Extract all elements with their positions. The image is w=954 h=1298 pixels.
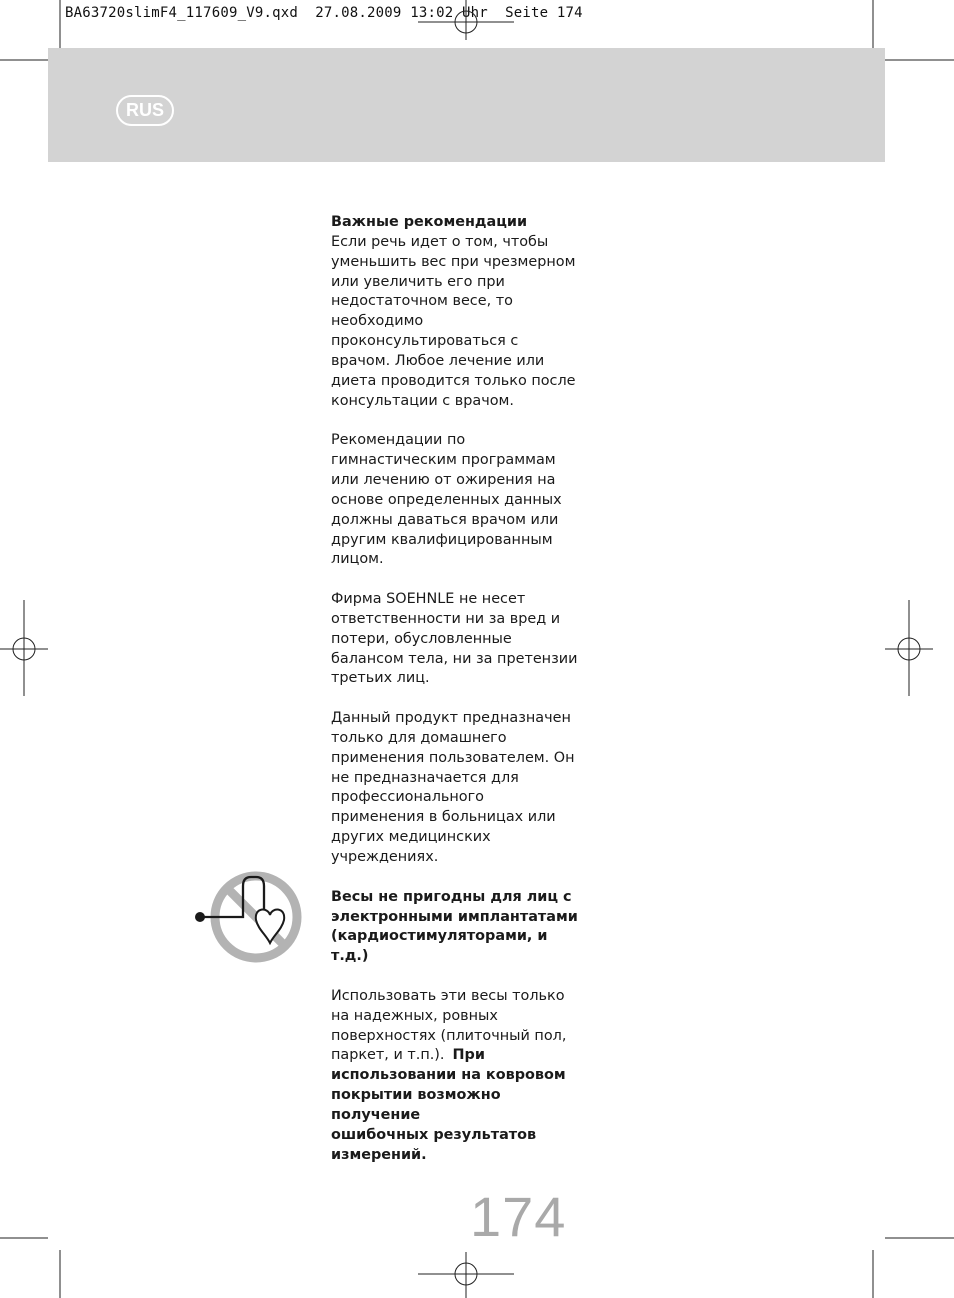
- page-number: 174: [470, 1185, 567, 1248]
- no-pacemaker-icon: [190, 869, 305, 966]
- warning-text: Весы не пригодны для лиц с электронными имплантатами (кардиостимуляторами, и т.д.): [331, 888, 578, 965]
- header-band: [48, 48, 885, 162]
- paragraph-1: Если речь идет о том, чтобы уменьшить вес при чрезмерном или увеличить его при недостаточном весе, то необходимо проконсультироваться с врачом. Любое лечение или диета проводится только после консультации с врачом.: [331, 233, 576, 409]
- text-column: [331, 213, 581, 1185]
- slug-time: 13:02 Uhr: [410, 5, 488, 21]
- paragraph-3: Фирма SOEHNLE не несет ответственности ни за вред и потери, обусловленные балансом тела, ни за претензии третьих лиц.: [331, 591, 578, 687]
- language-badge: RUS: [116, 95, 174, 126]
- slug-date: 27.08.2009: [315, 5, 402, 21]
- paragraph-2: Рекомендации по гимнастическим программам или лечению от ожирения на основе определенных данных должны даваться врачом или другим квалифицированным лицом.: [331, 432, 562, 568]
- slug-file: BA63720slimF4_117609_V9.qxd: [65, 5, 298, 21]
- paragraph-4: Данный продукт предназначен только для домашнего применения пользователем. Он не предназначается для профессионального применения в больницах или других медицинских учреждениях.: [331, 710, 575, 865]
- registration-mark-left: [0, 600, 48, 696]
- registration-mark-right: [885, 600, 933, 696]
- slug-page: Seite 174: [505, 5, 583, 21]
- registration-mark-bottom: [418, 1252, 514, 1298]
- usage-text: Использовать эти весы только на надежных, ровных поверхностях (плиточный пол, паркет, и т.п.). При использовании на ковровом покрытии возможно получение ошибочных результатов измерений.: [331, 987, 567, 1163]
- print-slug: [65, 5, 583, 21]
- heading: Важные рекомендации: [331, 214, 528, 230]
